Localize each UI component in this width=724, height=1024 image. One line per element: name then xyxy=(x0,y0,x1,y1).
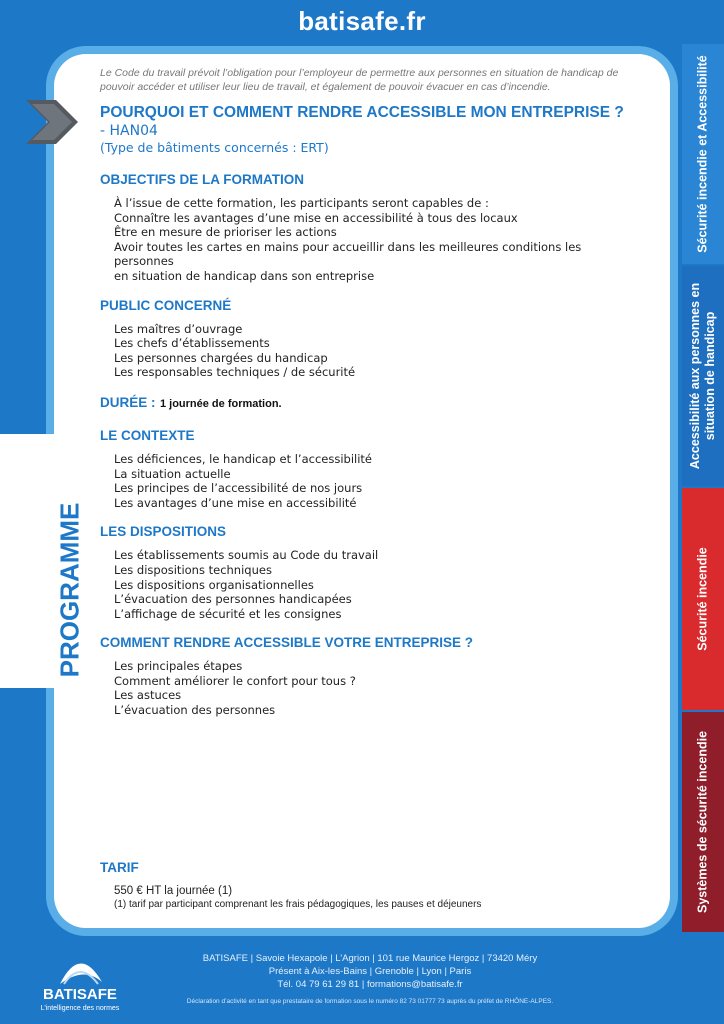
list-item: Comment améliorer le confort pour tous ? xyxy=(114,673,356,688)
tab-securite-incendie[interactable] xyxy=(682,488,724,710)
main-content xyxy=(100,66,630,732)
list-item: Les établissements soumis au Code du travail xyxy=(114,548,379,563)
dispositions-list xyxy=(114,548,630,621)
tarif-title: TARIF xyxy=(100,860,139,875)
duree-value: 1 journée de formation. xyxy=(159,397,282,410)
duree-label: DURÉE : xyxy=(100,394,156,410)
course-title: POURQUOI ET COMMENT RENDRE ACCESSIBLE MON ENTREPRISE ? xyxy=(100,104,624,121)
list-item: Les dispositions techniques xyxy=(114,562,272,577)
course-code: - HAN04 xyxy=(100,123,158,139)
tab-label: Sécurité incendie et Accessibilité xyxy=(695,55,710,253)
list-item: Les déficiences, le handicap et l’accessibilité xyxy=(114,451,373,466)
list-item: Les avantages d’une mise en accessibilité xyxy=(114,495,357,510)
building-types: (Type de bâtiments concernés : ERT) xyxy=(100,140,329,155)
tarif-section xyxy=(100,860,600,911)
list-item: Les maîtres d’ouvrage xyxy=(114,321,243,336)
site-title[interactable]: batisafe.fr xyxy=(298,6,426,36)
list-item: Être en mesure de prioriser les actions xyxy=(114,225,337,240)
footer-contact[interactable]: Tél. 04 79 61 29 81 | formations@batisafe.fr xyxy=(277,979,463,990)
list-item: À l’issue de cette formation, les participants seront capables de : xyxy=(114,196,489,210)
dispositions-title: LES DISPOSITIONS xyxy=(100,524,227,540)
list-item: Les responsables techniques / de sécurité xyxy=(114,365,356,380)
public-list xyxy=(114,322,630,380)
list-item: en situation de handicap dans son entreprise xyxy=(114,268,375,283)
list-item: Les astuces xyxy=(114,688,182,703)
objectifs-list xyxy=(114,196,630,284)
list-item: Les chefs d’établissements xyxy=(114,336,270,351)
tab-securite-incendie-accessibilite[interactable] xyxy=(682,44,724,264)
footer-line: Présent à Aix-les-Bains | Grenoble | Lyon | Paris xyxy=(268,966,472,977)
contexte-title: LE CONTEXTE xyxy=(100,427,195,443)
list-item: La situation actuelle xyxy=(114,466,231,481)
list-item: Connaître les avantages d’une mise en accessibilité à tous des locaux xyxy=(114,210,518,225)
objectifs-title: OBJECTIFS DE LA FORMATION xyxy=(100,172,304,187)
tab-systemes-securite-incendie[interactable] xyxy=(682,712,724,932)
list-item: Les dispositions organisationnelles xyxy=(114,577,314,592)
comment-list xyxy=(114,659,630,717)
tarif-price: 550 € HT la journée (1) xyxy=(114,885,233,897)
list-item: L’affichage de sécurité et les consignes xyxy=(114,606,342,621)
tab-label: Sécurité incendie xyxy=(695,547,710,651)
tab-accessibilite-handicap[interactable] xyxy=(682,266,724,486)
tarif-note: (1) tarif par participant comprenant les frais pédagogiques, les pauses et déjeuners xyxy=(114,899,482,910)
list-item: Les principes de l’accessibilité de nos jours xyxy=(114,481,363,496)
tab-label: Systèmes de sécurité incendie xyxy=(695,730,710,914)
logo-tagline: L’intelligence des normes xyxy=(40,1005,120,1012)
public-title: PUBLIC CONCERNÉ xyxy=(100,297,232,313)
tab-label: Accessibilité aux personnes en situation de handicap xyxy=(688,282,717,470)
comment-title: COMMENT RENDRE ACCESSIBLE VOTRE ENTREPRISE ? xyxy=(100,635,474,651)
duree xyxy=(100,394,630,412)
programme-label: PROGRAMME xyxy=(54,502,85,678)
intro-text: Le Code du travail prévoit l’obligation pour l’employeur de permettre aux personnes en situation de handicap de pouvoir accéder et utiliser leur lieu de travail, et également de pouvoir évacuer en cas d’incendie. xyxy=(100,67,619,93)
contexte-list xyxy=(114,452,630,510)
footer-declaration: Déclaration d’activité en tant que prestataire de formation sous le numéro 82 73 01777 73 auprès du préfet de RHÔNE-ALPES. xyxy=(186,998,554,1005)
list-item: L’évacuation des personnes xyxy=(114,703,276,718)
footer-address xyxy=(130,952,610,991)
footer-line: BATISAFE | Savoie Hexapole | L’Agrion | 101 rue Maurice Hergoz | 73420 Méry xyxy=(202,953,538,964)
list-item: Les personnes chargées du handicap xyxy=(114,350,328,365)
list-item: Avoir toutes les cartes en mains pour accueillir dans les meilleures conditions les personnes xyxy=(114,239,582,269)
list-item: Les principales étapes xyxy=(114,659,243,674)
list-item: L’évacuation des personnes handicapées xyxy=(114,592,352,607)
chevron-right-icon xyxy=(22,98,82,146)
logo-name: BATISAFE xyxy=(43,986,117,1003)
